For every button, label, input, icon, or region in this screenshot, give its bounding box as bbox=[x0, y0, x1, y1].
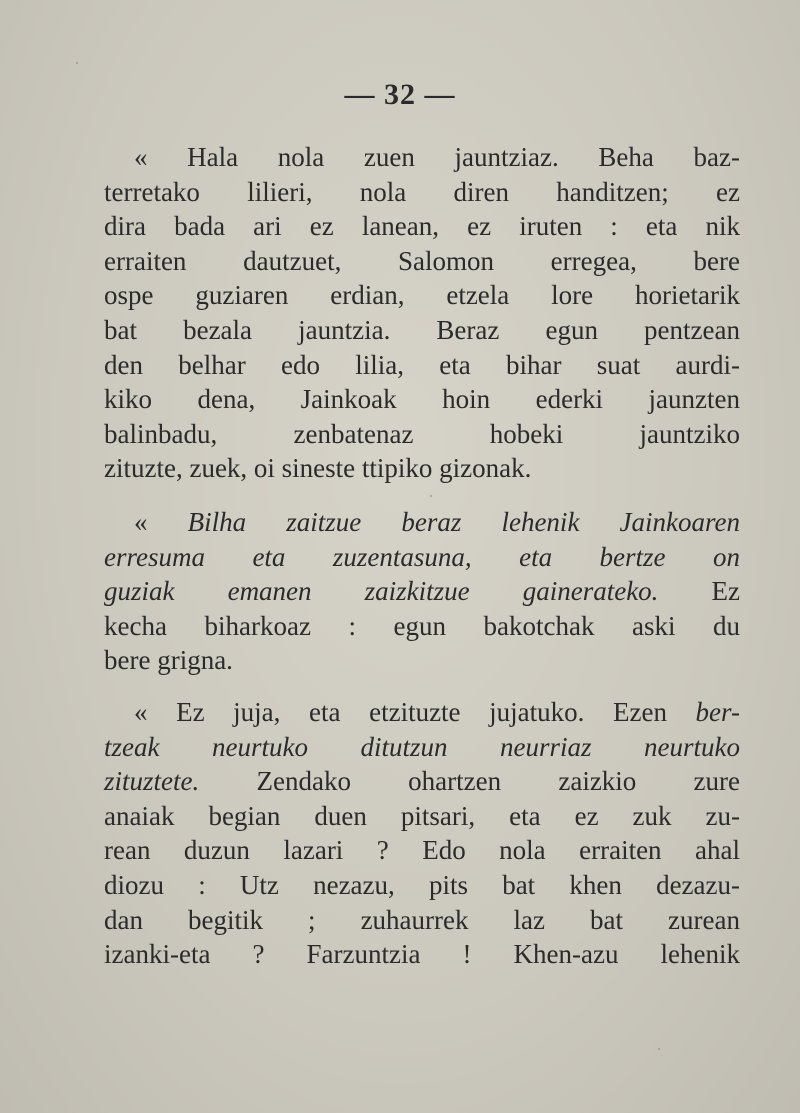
text-line bbox=[104, 540, 740, 575]
text-segment: ospe guziaren erdian, etzela lore horietarik bbox=[104, 280, 740, 311]
text-segment: Ez bbox=[658, 576, 740, 607]
text-line bbox=[104, 140, 740, 175]
text-line bbox=[104, 417, 740, 452]
text-segment: « bbox=[134, 507, 188, 537]
text-line bbox=[104, 609, 740, 644]
text-segment: erraiten dautzuet, Salomon erregea, bere bbox=[104, 245, 740, 276]
text-segment: zituzte, zuek, oi sineste ttipiko gizonak. bbox=[104, 453, 532, 484]
text-line bbox=[104, 937, 740, 972]
text-line bbox=[104, 382, 740, 417]
text-line bbox=[104, 244, 740, 279]
text-segment: izanki-eta ? Farzuntzia ! Khen-azu lehenik bbox=[104, 939, 740, 970]
text-line bbox=[104, 903, 740, 938]
text-segment: kecha biharkoaz : egun bakotchak aski du bbox=[104, 610, 740, 641]
text-segment: bere grigna. bbox=[104, 645, 233, 676]
paragraph-2 bbox=[104, 505, 740, 678]
text-segment: den belhar edo lilia, eta bihar suat aurdi- bbox=[104, 349, 740, 380]
text-line bbox=[104, 313, 740, 348]
text-segment: « Ez juja, eta etzituzte jujatuko. Ezen bbox=[134, 697, 696, 727]
paper-speck bbox=[76, 62, 78, 64]
italic-text: tzeak neurtuko ditutzun neurriaz neurtuko bbox=[104, 731, 740, 762]
text-line bbox=[104, 764, 740, 799]
text-segment: rean duzun lazari ? Edo nola erraiten ahal bbox=[104, 835, 740, 866]
text-line bbox=[104, 730, 740, 765]
text-segment: « Hala nola zuen jauntziaz. Beha baz- bbox=[134, 142, 740, 172]
text-line bbox=[104, 175, 740, 210]
italic-text: zituztete. bbox=[104, 766, 200, 797]
text-line bbox=[104, 348, 740, 383]
text-segment: dira bada ari ez lanean, ez iruten : eta nik bbox=[104, 211, 740, 242]
text-segment: Zendako ohartzen zaizkio zure bbox=[199, 766, 740, 797]
text-segment: dan begitik ; zuhaurrek laz bat zurean bbox=[104, 904, 740, 935]
text-segment: bat bezala jauntzia. Beraz egun pentzean bbox=[104, 314, 740, 345]
text-line bbox=[104, 451, 740, 486]
italic-text: ber- bbox=[695, 697, 740, 727]
text-segment: diozu : Utz nezazu, pits bat khen dezazu- bbox=[104, 869, 740, 900]
text-line bbox=[104, 695, 740, 730]
italic-text: guziak emanen zaizkitzue gainerateko. bbox=[104, 576, 659, 607]
italic-text: erresuma eta zuzentasuna, eta bertze on bbox=[104, 541, 740, 572]
text-segment: kiko dena, Jainkoak hoin ederki jaunzten bbox=[104, 384, 740, 415]
paper-speck bbox=[430, 495, 432, 497]
page-number: — 32 — bbox=[344, 78, 456, 111]
text-line bbox=[104, 505, 740, 540]
italic-text: Bilha zaitzue beraz lehenik Jainkoaren bbox=[187, 507, 740, 537]
text-line bbox=[104, 643, 740, 678]
text-line bbox=[104, 209, 740, 244]
paper-speck bbox=[658, 1048, 660, 1050]
text-line bbox=[104, 833, 740, 868]
text-segment: terretako lilieri, nola diren handitzen; ez bbox=[104, 176, 740, 207]
text-segment: anaiak begian duen pitsari, eta ez zuk zu- bbox=[104, 800, 740, 831]
text-line bbox=[104, 799, 740, 834]
text-line bbox=[104, 868, 740, 903]
paragraph-1 bbox=[104, 140, 740, 486]
text-line bbox=[104, 278, 740, 313]
paragraph-3 bbox=[104, 695, 740, 972]
text-line bbox=[104, 574, 740, 609]
text-segment: balinbadu, zenbatenaz hobeki jauntziko bbox=[104, 418, 740, 449]
